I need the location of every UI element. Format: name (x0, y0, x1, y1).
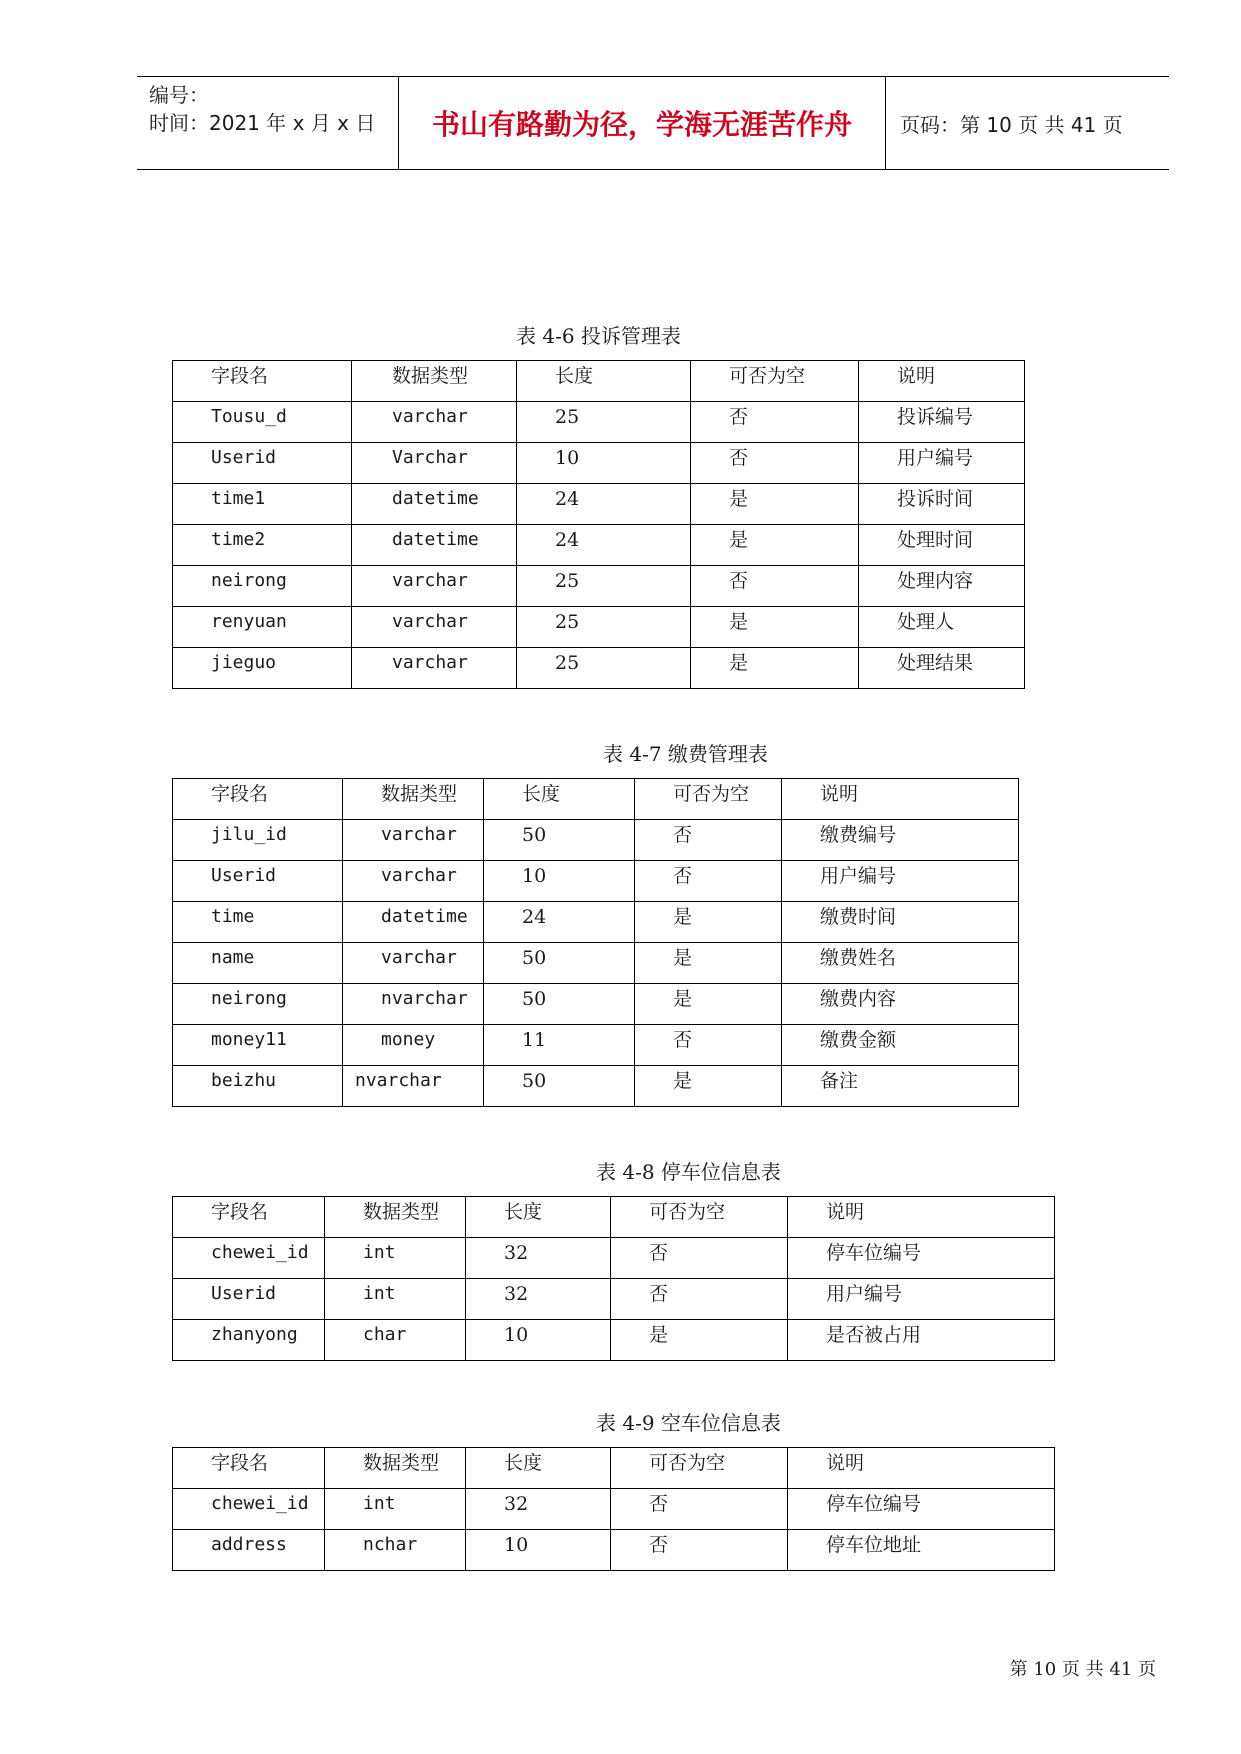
nullable-cell: 否 (635, 1025, 782, 1066)
nullable-cell: 是 (691, 607, 859, 648)
data-type-cell: varchar (352, 566, 517, 607)
length-cell: 10 (466, 1530, 611, 1571)
table-row (173, 820, 1019, 861)
length-cell: 50 (484, 943, 635, 984)
description-cell: 缴费编号 (782, 820, 1019, 861)
table-row (173, 525, 1025, 566)
page-header (137, 76, 1169, 170)
data-type-cell: datetime (352, 525, 517, 566)
field-name-cell: time2 (173, 525, 352, 566)
field-name-cell: address (173, 1530, 325, 1571)
nullable-cell: 是 (635, 984, 782, 1025)
data-type-cell: Varchar (352, 443, 517, 484)
data-type-cell: varchar (352, 607, 517, 648)
description-cell: 处理人 (859, 607, 1025, 648)
table-row (173, 1530, 1055, 1571)
table-4-8 (172, 1196, 1055, 1361)
header-cell: 说明 (782, 779, 1019, 820)
table-row (173, 566, 1025, 607)
table-row (173, 443, 1025, 484)
data-type-cell: datetime (352, 484, 517, 525)
description-cell: 停车位地址 (788, 1530, 1055, 1571)
data-type-cell: varchar (343, 820, 484, 861)
header-cell: 说明 (788, 1448, 1055, 1489)
table-caption-4-8: 表 4-8 停车位信息表 (596, 1160, 781, 1184)
nullable-cell: 是 (691, 484, 859, 525)
header-cell: 数据类型 (352, 361, 517, 402)
data-type-cell: varchar (343, 943, 484, 984)
nullable-cell: 是 (691, 648, 859, 689)
length-cell: 32 (466, 1238, 611, 1279)
table-4-9 (172, 1447, 1055, 1571)
table-row (173, 1489, 1055, 1530)
header-cell: 可否为空 (635, 779, 782, 820)
description-cell: 备注 (782, 1066, 1019, 1107)
nullable-cell: 是 (635, 943, 782, 984)
nullable-cell: 否 (635, 861, 782, 902)
description-cell: 是否被占用 (788, 1320, 1055, 1361)
document-time-label: 时间：2021 年 x 月 x 日 (149, 111, 376, 135)
nullable-cell: 否 (611, 1279, 788, 1320)
field-name-cell: neirong (173, 984, 343, 1025)
length-cell: 50 (484, 1066, 635, 1107)
nullable-cell: 否 (635, 820, 782, 861)
field-name-cell: Userid (173, 861, 343, 902)
data-type-cell: char (325, 1320, 466, 1361)
header-cell: 长度 (466, 1448, 611, 1489)
length-cell: 32 (466, 1279, 611, 1320)
table-4-6 (172, 360, 1025, 689)
nullable-cell: 否 (611, 1530, 788, 1571)
field-name-cell: time1 (173, 484, 352, 525)
header-meta (137, 77, 399, 169)
field-name-cell: money11 (173, 1025, 343, 1066)
description-cell: 停车位编号 (788, 1238, 1055, 1279)
header-cell: 说明 (859, 361, 1025, 402)
description-cell: 停车位编号 (788, 1489, 1055, 1530)
description-cell: 缴费姓名 (782, 943, 1019, 984)
description-cell: 用户编号 (788, 1279, 1055, 1320)
length-cell: 50 (484, 820, 635, 861)
header-cell: 说明 (788, 1197, 1055, 1238)
field-name-cell: beizhu (173, 1066, 343, 1107)
table-header-row (173, 1197, 1055, 1238)
length-cell: 24 (484, 902, 635, 943)
header-cell: 可否为空 (611, 1448, 788, 1489)
field-name-cell: Tousu_d (173, 402, 352, 443)
page-footer: 第 10 页 共 41 页 (1009, 1659, 1156, 1680)
field-name-cell: chewei_id (173, 1238, 325, 1279)
field-name-cell: neirong (173, 566, 352, 607)
description-cell: 投诉时间 (859, 484, 1025, 525)
header-cell: 字段名 (173, 1448, 325, 1489)
data-type-cell: int (325, 1489, 466, 1530)
length-cell: 25 (517, 607, 691, 648)
data-type-cell: int (325, 1238, 466, 1279)
table-caption-4-6: 表 4-6 投诉管理表 (516, 324, 681, 348)
header-cell: 字段名 (173, 361, 352, 402)
length-cell: 24 (517, 484, 691, 525)
length-cell: 10 (517, 443, 691, 484)
nullable-cell: 否 (691, 402, 859, 443)
header-motto: 书山有路勤为径，学海无涯苦作舟 (399, 77, 886, 169)
field-name-cell: Userid (173, 443, 352, 484)
data-type-cell: varchar (352, 648, 517, 689)
table-header-row (173, 779, 1019, 820)
table-row (173, 1320, 1055, 1361)
nullable-cell: 是 (635, 1066, 782, 1107)
table-row (173, 1066, 1019, 1107)
length-cell: 11 (484, 1025, 635, 1066)
field-name-cell: jilu_id (173, 820, 343, 861)
nullable-cell: 否 (691, 566, 859, 607)
data-type-cell: varchar (343, 861, 484, 902)
table-row (173, 984, 1019, 1025)
table-header-row (173, 1448, 1055, 1489)
data-type-cell: datetime (343, 902, 484, 943)
description-cell: 缴费时间 (782, 902, 1019, 943)
nullable-cell: 否 (691, 443, 859, 484)
description-cell: 用户编号 (859, 443, 1025, 484)
header-cell: 字段名 (173, 779, 343, 820)
length-cell: 50 (484, 984, 635, 1025)
table-row (173, 861, 1019, 902)
field-name-cell: chewei_id (173, 1489, 325, 1530)
description-cell: 处理结果 (859, 648, 1025, 689)
header-cell: 长度 (484, 779, 635, 820)
length-cell: 10 (484, 861, 635, 902)
header-cell: 字段名 (173, 1197, 325, 1238)
table-row (173, 943, 1019, 984)
length-cell: 25 (517, 648, 691, 689)
header-cell: 数据类型 (343, 779, 484, 820)
length-cell: 25 (517, 566, 691, 607)
table-caption-4-9: 表 4-9 空车位信息表 (596, 1411, 781, 1435)
data-type-cell: varchar (352, 402, 517, 443)
data-type-cell: nchar (325, 1530, 466, 1571)
description-cell: 用户编号 (782, 861, 1019, 902)
field-name-cell: Userid (173, 1279, 325, 1320)
header-cell: 可否为空 (611, 1197, 788, 1238)
table-4-7 (172, 778, 1019, 1107)
nullable-cell: 是 (611, 1320, 788, 1361)
length-cell: 32 (466, 1489, 611, 1530)
header-cell: 数据类型 (325, 1197, 466, 1238)
field-name-cell: jieguo (173, 648, 352, 689)
header-cell: 数据类型 (325, 1448, 466, 1489)
document-number-label: 编号： (149, 83, 209, 107)
field-name-cell: zhanyong (173, 1320, 325, 1361)
description-cell: 处理时间 (859, 525, 1025, 566)
length-cell: 10 (466, 1320, 611, 1361)
nullable-cell: 是 (691, 525, 859, 566)
table-row (173, 1025, 1019, 1066)
nullable-cell: 是 (635, 902, 782, 943)
length-cell: 24 (517, 525, 691, 566)
nullable-cell: 否 (611, 1238, 788, 1279)
header-cell: 长度 (466, 1197, 611, 1238)
table-row (173, 402, 1025, 443)
table-caption-4-7: 表 4-7 缴费管理表 (603, 742, 768, 766)
field-name-cell: time (173, 902, 343, 943)
data-type-cell: nvarchar (343, 984, 484, 1025)
header-cell: 可否为空 (691, 361, 859, 402)
table-row (173, 648, 1025, 689)
header-cell: 长度 (517, 361, 691, 402)
data-type-cell: int (325, 1279, 466, 1320)
table-row (173, 902, 1019, 943)
data-type-cell: money (343, 1025, 484, 1066)
field-name-cell: renyuan (173, 607, 352, 648)
description-cell: 处理内容 (859, 566, 1025, 607)
table-row (173, 1238, 1055, 1279)
description-cell: 缴费内容 (782, 984, 1019, 1025)
table-row (173, 1279, 1055, 1320)
table-header-row (173, 361, 1025, 402)
nullable-cell: 否 (611, 1489, 788, 1530)
header-page-label: 页码：第 10 页 共 41 页 (900, 112, 1123, 137)
description-cell: 投诉编号 (859, 402, 1025, 443)
description-cell: 缴费金额 (782, 1025, 1019, 1066)
table-row (173, 607, 1025, 648)
table-row (173, 484, 1025, 525)
field-name-cell: name (173, 943, 343, 984)
data-type-cell: nvarchar (343, 1066, 484, 1107)
length-cell: 25 (517, 402, 691, 443)
